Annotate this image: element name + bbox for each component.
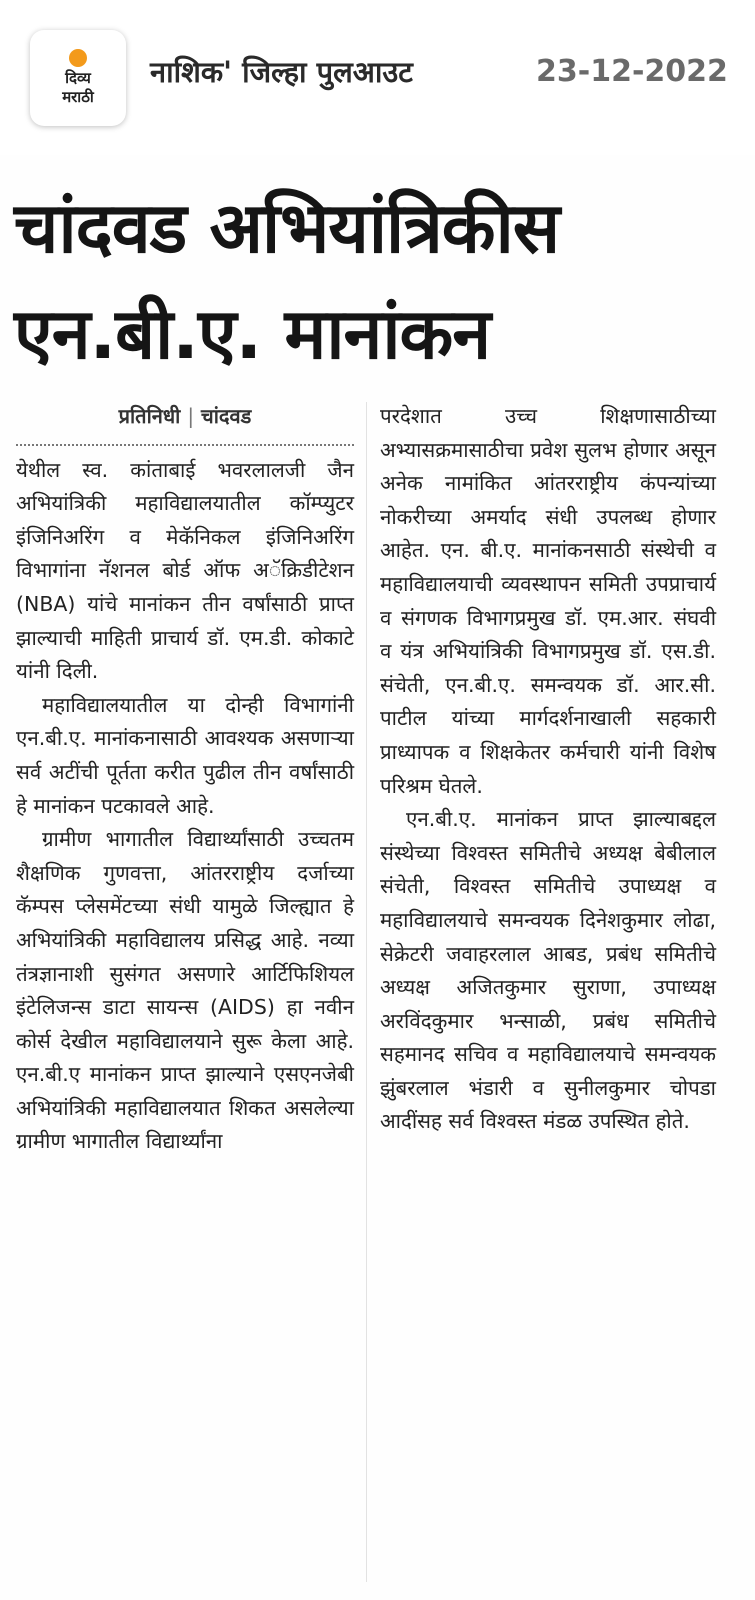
byline-separator: | (187, 404, 195, 428)
byline-author: प्रतिनिधी (118, 404, 181, 428)
paragraph-3: ग्रामीण भागातील विद्यार्थ्यांसाठी उच्चतम शैक्षणिक गुणवत्ता, आंतरराष्ट्रीय दर्जाच्या कॅम्पस प्लेसमेंटच्या संधी यामुळे जिल्ह्यात हे अभियांत्रिकी महाविद्यालय प्रसिद्ध आहे. नव्या तंत्रज्ञानाशी सुसंगत असणारे आर्टिफिशियल इंटेलिजन्स डाटा सायन्स (AIDS) हा नवीन कोर्स देखील महाविद्यालयाने सुरू केला आहे. एन.बी.ए मानांकन प्राप्त झाल्याने एसएनजेबी अभियांत्रिकी महाविद्यालयात शिकत असलेल्या ग्रामीण भागातील विद्यार्थ्यांना (16, 827, 354, 1154)
logo-line2: मराठी (62, 88, 94, 106)
headline-line2: एन.बी.ए. मानांकन (14, 293, 491, 375)
header-bar (0, 0, 755, 155)
article-column-right (380, 400, 716, 1139)
paragraph-1: येथील स्व. कांताबाई भवरलालजी जैन अभियांत्रिकी महाविद्यालयातील कॉम्प्युटर इंजिनिअरिंग व मेकॅनिकल इंजिनिअरिंग विभागांना नॅशनल बोर्ड ऑफ अॅक्रिडीटेशन (NBA) यांचे मानांकन तीन वर्षांसाठी प्राप्त झाल्याची माहिती प्राचार्य डॉ. एम.डी. कोकाटे यांनी दिली. (16, 457, 354, 684)
logo-line1: दिव्य (65, 69, 91, 87)
edition-date: 23-12-2022 (536, 54, 728, 89)
divya-marathi-logo[interactable] (30, 30, 126, 126)
column-divider (366, 402, 367, 1582)
byline-place: चांदवड (201, 404, 252, 428)
edition-title: नाशिक' जिल्हा पुलआउट (150, 55, 413, 89)
byline (16, 400, 354, 446)
article-headline (14, 175, 744, 387)
paragraph-5: एन.बी.ए. मानांकन प्राप्त झाल्याबद्दल संस्थेच्या विश्वस्त समितीचे अध्यक्ष बेबीलाल संचेती, विश्वस्त समितीचे उपाध्यक्ष व महाविद्यालयाचे समन्वयक दिनेशकुमार लोढा, सेक्रेटरी जवाहरलाल आबड, प्रबंध समितीचे अध्यक्ष अजितकुमार सुराणा, उपाध्यक्ष अरविंदकुमार भन्साळी, प्रबंध समितीचे सहमानद सचिव व महाविद्यालयाचे समन्वयक झुंबरलाल भंडारी व सुनीलकुमार चोपडा आदींसह सर्व विश्वस्त मंडळ उपस्थित होते. (380, 807, 716, 1134)
paragraph-2: महाविद्यालयातील या दोन्ही विभागांनी एन.बी.ए. मानांकनासाठी आवश्यक असणाऱ्या सर्व अटींची पूर्तता करीत पुढील तीन वर्षांसाठी हे मानांकन पटकावले आहे. (16, 692, 354, 818)
article-column-left (16, 400, 354, 1159)
paragraph-4: परदेशात उच्च शिक्षणासाठीच्या अभ्यासक्रमासाठीचा प्रवेश सुलभ होणार असून अनेक नामांकित आंतरराष्ट्रीय कंपन्यांच्या नोकरीच्या अमर्याद संधी उपलब्ध होणार आहेत. एन. बी.ए. मानांकनसाठी संस्थेची व महाविद्यालयाची व्यवस्थापन समिती उपप्राचार्य व संगणक विभागप्रमुख डॉ. एम.आर. संघवी व यंत्र अभियांत्रिकी विभागप्रमुख डॉ. एस.डी. संचेती, एन.बी.ए. समन्वयक डॉ. आर.सी. पाटील यांच्या मार्गदर्शनाखाली सहकारी प्राध्यापक व शिक्षकेतर कर्मचारी यांनी विशेष परिश्रम घेतले. (380, 404, 716, 798)
headline-line1: चांदवड अभियांत्रिकीस (14, 187, 560, 269)
logo-sun-icon (69, 49, 87, 67)
